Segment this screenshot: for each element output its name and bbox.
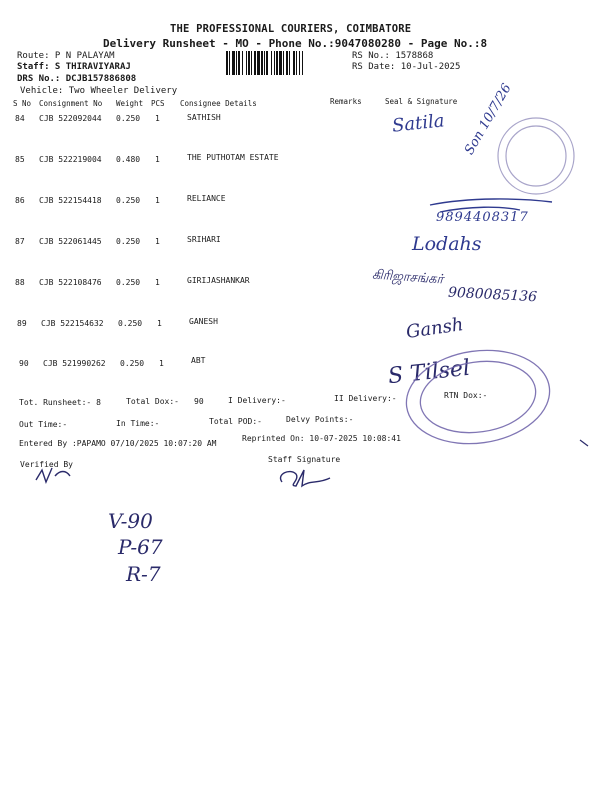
verified-by-label: Verified By bbox=[20, 460, 73, 469]
total-pod-label: Total POD:- bbox=[209, 417, 262, 426]
row-85-consignee: THE PUTHOTAM ESTATE bbox=[187, 153, 279, 162]
signature-89: Gansh bbox=[404, 314, 465, 343]
row-90-consignment: CJB 521990262 bbox=[43, 359, 106, 368]
row-84-consignment: CJB 522092044 bbox=[39, 114, 102, 123]
rtn-dox-label: RTN Dox:- bbox=[444, 391, 488, 400]
out-time-label: Out Time:- bbox=[19, 420, 68, 429]
row-90-sno: 90 bbox=[19, 359, 29, 368]
ii-delivery-label: II Delivery:- bbox=[334, 394, 397, 403]
row-87-consignee: SRIHARI bbox=[187, 235, 221, 244]
row-87-consignment: CJB 522061445 bbox=[39, 237, 102, 246]
oval-stamp-icon bbox=[400, 341, 555, 452]
vehicle-label: Vehicle: Two Wheeler Delivery bbox=[20, 86, 178, 96]
signature-88-name: கிரிஜாசங்கர் bbox=[371, 267, 444, 288]
row-89-pcs: 1 bbox=[157, 319, 162, 328]
page-title: THE PROFESSIONAL COURIERS, COIMBATORE bbox=[170, 23, 412, 35]
tally-v: V-90 bbox=[108, 509, 153, 533]
in-time-label: In Time:- bbox=[116, 419, 160, 428]
row-88-consignment: CJB 522108476 bbox=[39, 278, 102, 287]
col-pcs: PCS bbox=[151, 99, 165, 108]
company-seal-icon bbox=[498, 118, 574, 194]
total-dox-value: 90 bbox=[194, 397, 204, 406]
tally-p: P-67 bbox=[118, 535, 163, 559]
strike-stroke-icon bbox=[430, 199, 552, 212]
col-consignee: Consignee Details bbox=[180, 99, 257, 108]
i-delivery-label: I Delivery:- bbox=[228, 396, 286, 405]
total-dox-label: Total Dox:- bbox=[126, 397, 179, 406]
row-85-weight: 0.480 bbox=[116, 155, 141, 164]
row-86-consignee: RELIANCE bbox=[187, 194, 226, 203]
entered-by: Entered By :PAPAMO 07/10/2025 10:07:20 AM bbox=[19, 439, 217, 448]
row-84-consignee: SATHISH bbox=[187, 113, 221, 122]
staff-label: Staff: S THIRAVIYARAJ bbox=[17, 62, 131, 72]
col-seal-signature: Seal & Signature bbox=[385, 97, 458, 106]
row-88-consignee: GIRIJASHANKAR bbox=[187, 276, 250, 285]
verified-initials-icon bbox=[36, 468, 70, 482]
tot-runsheet: Tot. Runsheet:- 8 bbox=[19, 398, 101, 407]
row-87-weight: 0.250 bbox=[116, 237, 141, 246]
rs-number: RS No.: 1578868 bbox=[352, 51, 434, 61]
signature-90: S Tilsel bbox=[386, 355, 472, 390]
row-89-consignee: GANESH bbox=[189, 317, 218, 326]
signature-87: Lodahs bbox=[412, 233, 482, 255]
row-84-weight: 0.250 bbox=[116, 114, 141, 123]
staff-signature-label: Staff Signature bbox=[268, 455, 341, 464]
row-88-weight: 0.250 bbox=[116, 278, 141, 287]
signature-86-phone: 9894408317 bbox=[436, 210, 529, 225]
col-sno: S No bbox=[13, 99, 32, 108]
row-89-consignment: CJB 522154632 bbox=[41, 319, 104, 328]
col-weight: Weight bbox=[116, 99, 144, 108]
row-85-consignment: CJB 522219004 bbox=[39, 155, 102, 164]
col-consignment: Consignment No bbox=[39, 99, 103, 108]
row-88-pcs: 1 bbox=[155, 278, 160, 287]
row-90-consignee: ABT bbox=[191, 356, 206, 365]
delvy-points-label: Delvy Points:- bbox=[286, 415, 354, 424]
row-88-sno: 88 bbox=[15, 278, 25, 287]
row-86-weight: 0.250 bbox=[116, 196, 141, 205]
row-85-sno: 85 bbox=[15, 155, 25, 164]
row-87-pcs: 1 bbox=[155, 237, 160, 246]
signature-84: Satila bbox=[391, 110, 446, 137]
row-90-weight: 0.250 bbox=[120, 359, 145, 368]
drs-number: DRS No.: DCJB157886808 bbox=[17, 74, 137, 84]
staff-signature-icon bbox=[281, 470, 330, 486]
row-84-pcs: 1 bbox=[155, 114, 160, 123]
row-89-weight: 0.250 bbox=[118, 319, 143, 328]
row-84-sno: 84 bbox=[15, 114, 25, 123]
row-87-sno: 87 bbox=[15, 237, 25, 246]
signature-88-phone: 9080085136 bbox=[447, 284, 538, 306]
signature-85: Son 10/7/26 bbox=[462, 81, 515, 158]
edge-mark-icon bbox=[580, 440, 588, 446]
row-86-sno: 86 bbox=[15, 196, 25, 205]
row-85-pcs: 1 bbox=[155, 155, 160, 164]
page-subtitle: Delivery Runsheet - MO - Phone No.:9047080280 - Page No.:8 bbox=[103, 37, 488, 50]
row-86-consignment: CJB 522154418 bbox=[39, 196, 102, 205]
row-89-sno: 89 bbox=[17, 319, 27, 328]
reprinted-on: Reprinted On: 10-07-2025 10:08:41 bbox=[242, 434, 401, 443]
route-label: Route: P N PALAYAM bbox=[17, 51, 115, 61]
row-86-pcs: 1 bbox=[155, 196, 160, 205]
col-remarks: Remarks bbox=[330, 97, 362, 106]
rs-date: RS Date: 10-Jul-2025 bbox=[352, 62, 461, 72]
row-90-pcs: 1 bbox=[159, 359, 164, 368]
tally-r: R-7 bbox=[126, 562, 161, 586]
